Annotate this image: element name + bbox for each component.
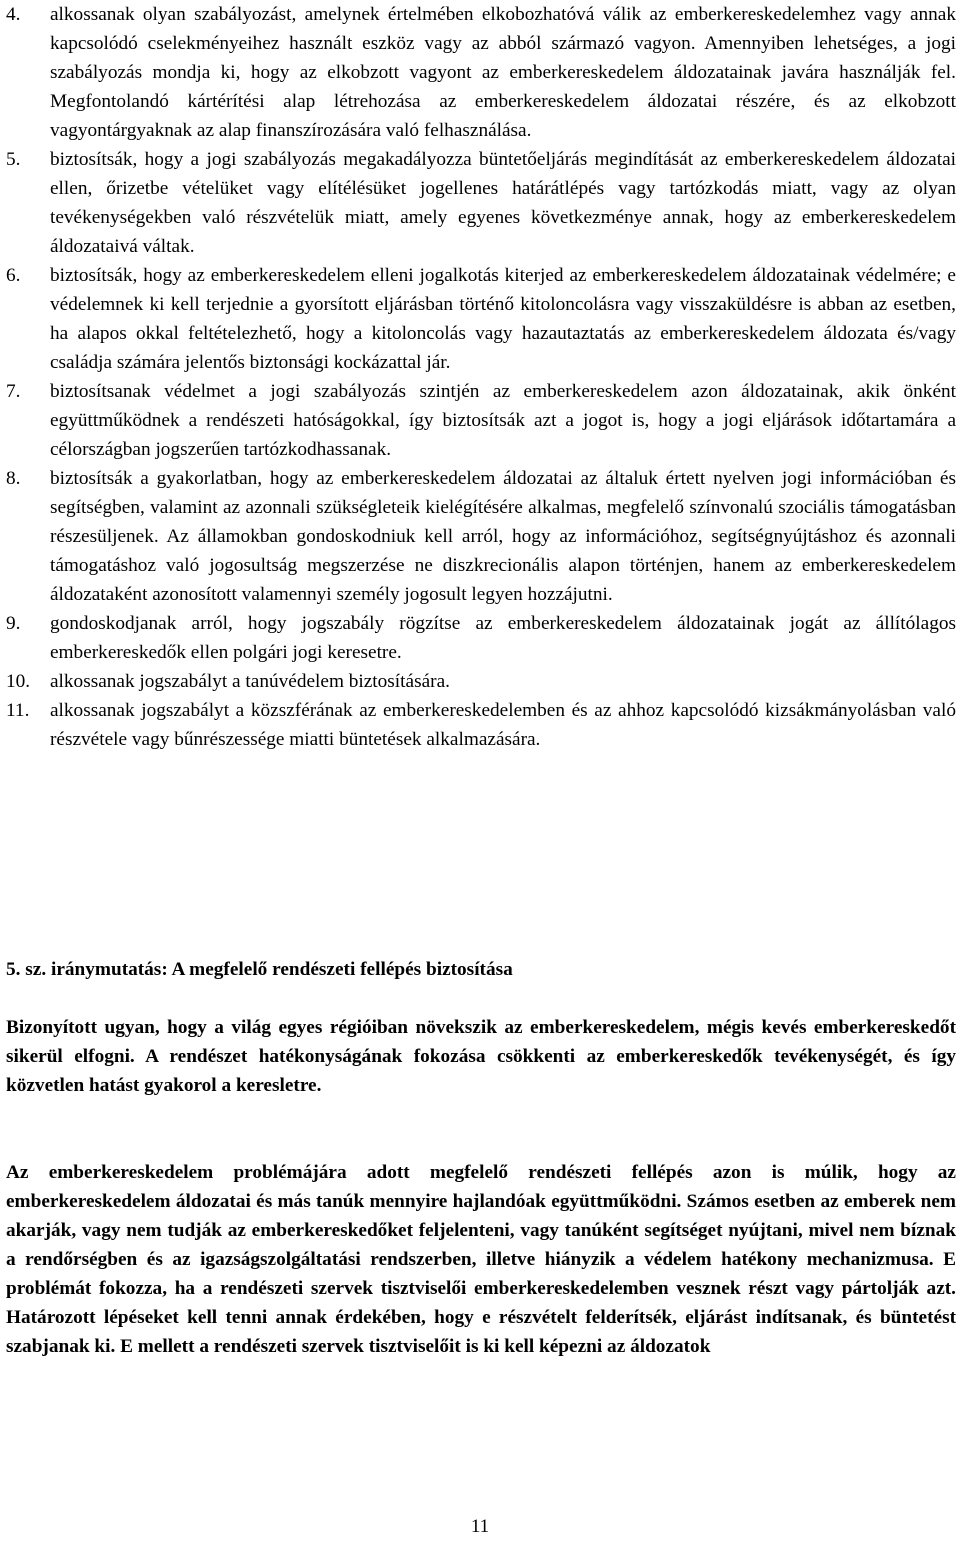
list-item-number: 11. bbox=[6, 700, 30, 721]
list-item bbox=[6, 377, 956, 464]
list-item-text: gondoskodjanak arról, hogy jogszabály rögzítse az emberkereskedelem áldozatainak jogát az állítólagos emberkereskedők ellen polgári jogi keresetre. bbox=[50, 613, 956, 663]
list-item-text: alkossanak jogszabályt a közszférának az emberkereskedelemben és az ahhoz kapcsolódó kizsákmányolásban való részvétele vagy bűnrészessége miatti büntetések alkalmazására. bbox=[50, 700, 956, 750]
list-item bbox=[6, 667, 956, 696]
list-item-number: 6. bbox=[6, 265, 21, 286]
list-item-text: biztosítsák, hogy a jogi szabályozás megakadályozza büntetőeljárás megindítását az emberkereskedelem áldozatai ellen, őrizetbe vételüket vagy elítélésüket jogellenes határátlépés vagy tartózkodás miatt, vagy az olyan tevékenységekben való részvételük miatt, amely egyenes következménye annak, hogy az emberkereskedelem áldozataivá váltak. bbox=[50, 149, 956, 257]
list-item-text: biztosítsanak védelmet a jogi szabályozás szintjén az emberkereskedelem azon áldozatainak, akik önként együttműködnek a rendészeti hatóságokkal, így biztosítsák azt a jogot is, hogy a jogi eljárások időtartamára a célországban jogszerűen tartózkodhassanak. bbox=[50, 381, 956, 460]
section-heading: 5. sz. iránymutatás: A megfelelő rendészeti fellépés biztosítása bbox=[6, 959, 513, 980]
body-paragraph: Az emberkereskedelem problémájára adott megfelelő rendészeti fellépés azon is múlik, hogy az emberkereskedelem áldozatai és más tanúk mennyire hajlandóak együttműködni. Számos esetben az emberek nem akarják, vagy nem tudják az emberkereskedőket feljelenteni, vagy tanúként segítséget nyújtani, mivel nem bíznak a rendőrségben és az igazságszolgáltatási rendszerben, illetve hiányzik a védelem hatékony mechanizmusa. E problémát fokozza, ha a rendészeti szervek tisztviselői emberkereskedelemben vesznek részt vagy pártolják azt. Határozott lépéseket kell tenni annak érdekében, hogy e részvételt felderítsék, eljárást indítsanak, és büntetést szabjanak ki. E mellett a rendészeti szervek tisztviselőit is ki kell képezni az áldozatok bbox=[6, 1162, 956, 1357]
page-number: 11 bbox=[470, 1516, 490, 1537]
recommendation-list bbox=[6, 0, 956, 754]
list-item-number: 8. bbox=[6, 468, 21, 489]
list-item-text: biztosítsák, hogy az emberkereskedelem elleni jogalkotás kiterjed az emberkereskedelem áldozatainak védelmére; e védelemnek ki kell terjednie a gyorsított eljárásban történő kitoloncolásra vagy visszaküldésre is abban az esetben, ha alapos okkal feltételezhető, hogy a kitoloncolás vagy hazautaztatás az emberkereskedelem áldozata és/vagy családja számára jelentős biztonsági kockázattal jár. bbox=[50, 265, 956, 373]
list-item-number: 7. bbox=[6, 381, 21, 402]
list-item bbox=[6, 145, 956, 261]
list-item-number: 9. bbox=[6, 613, 21, 634]
list-item-text: alkossanak jogszabályt a tanúvédelem biztosítására. bbox=[50, 671, 450, 692]
list-item-number: 4. bbox=[6, 4, 21, 25]
list-item bbox=[6, 464, 956, 609]
list-item-number: 5. bbox=[6, 149, 21, 170]
list-item bbox=[6, 261, 956, 377]
list-item-number: 10. bbox=[6, 671, 31, 692]
list-item-text: alkossanak olyan szabályozást, amelynek értelmében elkobozhatóvá válik az emberkereskedelemhez vagy annak kapcsolódó cselekményeihez használt eszköz vagy az abból származó vagyon. Amennyiben lehetséges, a jogi szabályozás mondja ki, hogy az elkobzott vagyont az emberkereskedelem áldozatainak javára használják fel. Megfontolandó kártérítési alap létrehozása az emberkereskedelem áldozatai részére, és az elkobzott vagyontárgyaknak az alap finanszírozására való felhasználása. bbox=[50, 4, 956, 141]
list-item bbox=[6, 696, 956, 754]
body-paragraph: Bizonyított ugyan, hogy a világ egyes régióiban növekszik az emberkereskedelem, mégis kevés emberkereskedőt sikerül elfogni. A rendészet hatékonyságának fokozása csökkenti az emberkereskedők tevékenységét, és így közvetlen hatást gyakorol a keresletre. bbox=[6, 1017, 956, 1096]
list-item bbox=[6, 0, 956, 145]
list-item bbox=[6, 609, 956, 667]
list-item-text: biztosítsák a gyakorlatban, hogy az emberkereskedelem áldozatai az általuk értett nyelven jogi információban és segítségben, valamint az azonnali szükségleteik kielégítésére alkalmas, megfelelő színvonalú szociális támogatásban részesüljenek. Az államokban gondoskodniuk kell arról, hogy az információhoz, segítségnyújtáshoz és azonnali támogatáshoz való jogosultság megszerzése ne diszkrecionális alapon történjen, hanem az emberkereskedelem áldozataként azonosított valamennyi személy jogosult legyen hozzájutni. bbox=[50, 468, 956, 605]
